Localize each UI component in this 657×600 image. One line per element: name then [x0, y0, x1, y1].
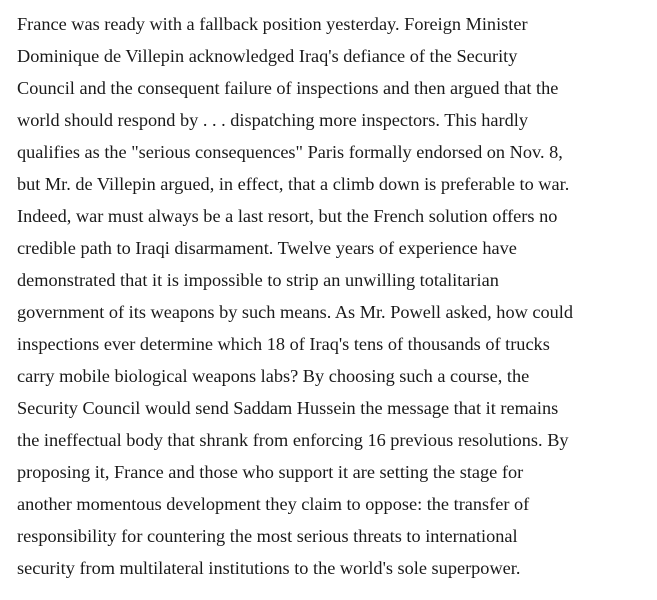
paragraph-line: inspections ever determine which 18 of Iraq's tens of thousands of trucks: [17, 334, 550, 354]
paragraph-line: another momentous development they claim to oppose: the transfer of: [17, 494, 530, 514]
paragraph-line: Dominique de Villepin acknowledged Iraq's defiance of the Security: [17, 46, 518, 66]
paragraph-line: France was ready with a fallback position yesterday. Foreign Minister: [17, 14, 528, 34]
paragraph-line: security from multilateral institutions to the world's sole superpower.: [17, 558, 521, 578]
paragraph-line: demonstrated that it is impossible to strip an unwilling totalitarian: [17, 270, 499, 290]
paragraph-line: but Mr. de Villepin argued, in effect, that a climb down is preferable to war.: [17, 174, 570, 194]
paragraph-line: responsibility for countering the most serious threats to international: [17, 526, 518, 546]
paragraph-line: the ineffectual body that shrank from enforcing 16 previous resolutions. By: [17, 430, 569, 450]
paragraph-line: Council and the consequent failure of inspections and then argued that the: [17, 78, 559, 98]
paragraph-line: Indeed, war must always be a last resort, but the French solution offers no: [17, 206, 558, 226]
paragraph-line: world should respond by . . . dispatching more inspectors. This hardly: [17, 110, 528, 130]
paragraph-line: Security Council would send Saddam Hussein the message that it remains: [17, 398, 559, 418]
paragraph-line: credible path to Iraqi disarmament. Twelve years of experience have: [17, 238, 517, 258]
paragraph-line: qualifies as the "serious consequences" Paris formally endorsed on Nov. 8,: [17, 142, 563, 162]
paragraph-line: carry mobile biological weapons labs? By choosing such a course, the: [17, 366, 530, 386]
paragraph-line: proposing it, France and those who support it are setting the stage for: [17, 462, 524, 482]
article-paragraph: [17, 8, 657, 584]
paragraph-line: government of its weapons by such means. As Mr. Powell asked, how could: [17, 302, 573, 322]
